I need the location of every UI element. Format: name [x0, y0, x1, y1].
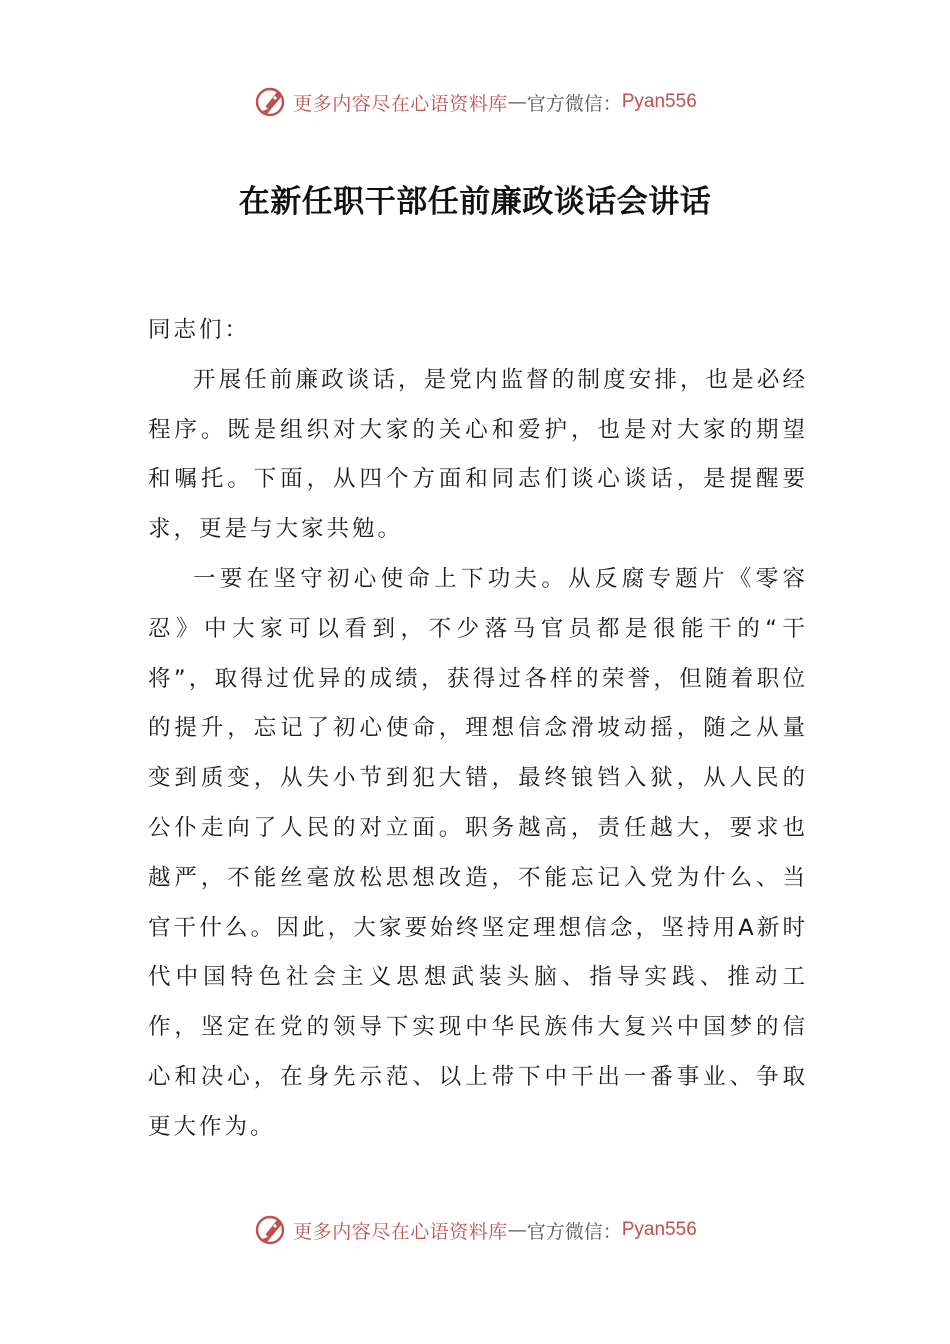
salutation: 同志们：	[148, 317, 251, 343]
footer-watermark-banner	[0, 1210, 950, 1250]
paragraph-2: 一要在坚守初心使命上下功夫。从反腐专题片《零容忍》中大家可以看到，不少落马官员都是很能干的“干将”，取得过优异的成绩，获得过各样的荣誉，但随着职位的提升，忘记了初心使命，理想信念滑坡动摇，随之从量变到质变，从失小节到犯大错，最终锒铛入狱，从人民的公仆走向了人民的对立面。职务越高，责任越大，要求也越严，不能丝毫放松思想改造，不能忘记入党为什么、当官干什么。因此，大家要始终坚定理想信念，坚持用A新时代中国特色社会主义思想武装头脑、指导实践、推动工作，坚定在党的领导下实现中华民族伟大复兴中国梦的信心和决心，在身先示范、以上带下中干出一番事业、争取更大作为。	[148, 565, 808, 1140]
banner-dash: —	[507, 91, 527, 113]
banner-wechat-label: 官方微信：	[526, 1220, 622, 1243]
header-watermark-banner	[0, 82, 950, 122]
document-body	[148, 306, 808, 1153]
banner-wechat-label: 官方微信：	[526, 92, 622, 115]
pen-nib-logo-icon	[253, 84, 289, 120]
pen-nib-logo-icon	[253, 1212, 289, 1248]
paragraph-1: 开展任前廉政谈话，是党内监督的制度安排，也是必经程序。既是组织对大家的关心和爱护，也是对大家的期望和嘱托。下面，从四个方面和同志们谈心谈话，是提醒要求，更是与大家共勉。	[148, 366, 808, 543]
banner-dash: —	[507, 1219, 527, 1241]
banner-text: 更多内容尽在心语资料库	[293, 1220, 508, 1243]
banner-wechat-id: Pyan556	[621, 1219, 697, 1240]
document-title: 在新任职干部任前廉政谈话会讲话	[238, 184, 712, 220]
banner-text: 更多内容尽在心语资料库	[293, 92, 508, 115]
banner-wechat-id: Pyan556	[621, 91, 697, 112]
